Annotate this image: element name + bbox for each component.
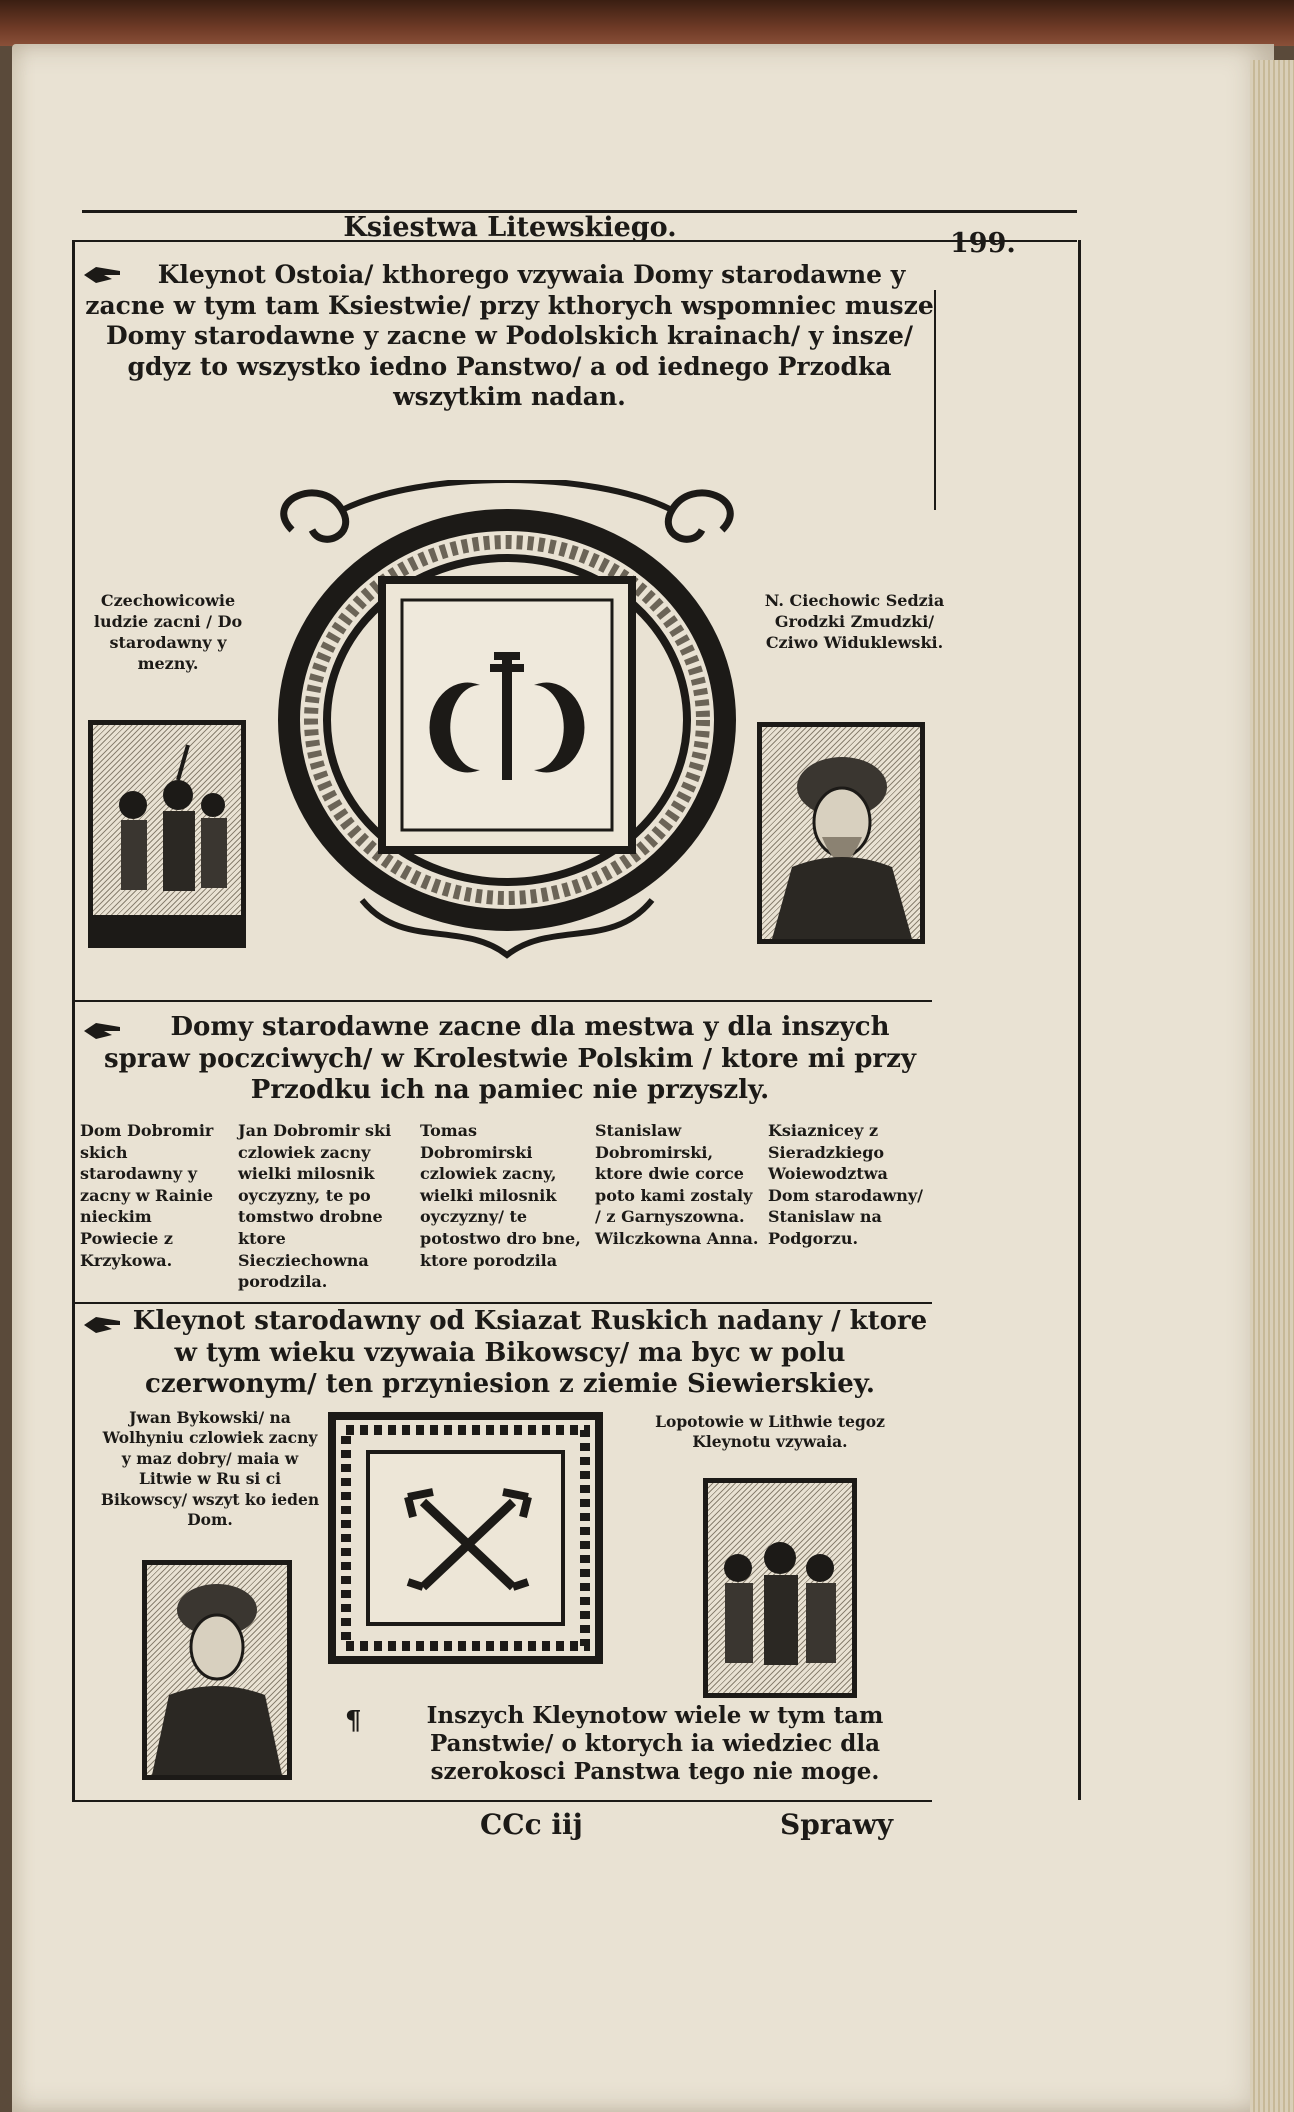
section2-top-rule xyxy=(72,1000,932,1002)
section2-heading: Domy starodawne zacne dla mestwa y dla inszych spraw poczciwych/ w Krolestwie Polskim / ktore mi przy Przodku ich na pamiec nie przyszly. xyxy=(104,1012,916,1106)
pilcrow-icon: ¶ xyxy=(345,1706,362,1736)
running-head-title: Ksiestwa Litewskiego. xyxy=(343,212,677,243)
section1-right-caption: N. Ciechowic Sedzia Grodzki Zmudzki/ Cziwo Widuklewski. xyxy=(764,591,945,653)
ostoja-coat-of-arms xyxy=(262,480,752,980)
woodcut-lopotowie-group xyxy=(703,1478,857,1698)
woodcut-bykowski-portrait xyxy=(142,1560,292,1780)
family-column-3: Tomas Dobromirski czlowiek zacny, wielki milosnik oyczyzny/ te potostwo dro bne, ktore porodzila xyxy=(420,1121,581,1270)
family-column-4: Stanislaw Dobromirski, ktore dwie corce poto kami zostaly / z Garnyszowna. Wilczkowna Anna. xyxy=(595,1121,759,1248)
bikowski-coat-of-arms xyxy=(328,1412,603,1664)
catchword: Sprawy xyxy=(780,1808,894,1841)
book-binding xyxy=(0,0,1294,46)
section1-left-caption: Czechowicowie ludzie zacni / Do starodawny y mezny. xyxy=(93,591,243,674)
bottom-rule xyxy=(72,1800,932,1802)
signature-mark: CCc iij xyxy=(480,1808,583,1841)
page-edges xyxy=(1250,60,1294,2112)
section3-right-caption: Lopotowie w Lithwie tegoz Kleynotu vzywaia. xyxy=(655,1412,885,1452)
section3-note: Inszych Kleynotow wiele w tym tam Panstwie/ o ktorych ia wiedziec dla szerokosci Panstwa tego nie moge. xyxy=(426,1702,884,1786)
right-frame-rule xyxy=(1078,240,1081,1800)
woodcut-group-portrait xyxy=(88,720,246,948)
section3-left-caption: Jwan Bykowski/ na Wolhyniu czlowiek zacny y maz dobry/ maia w Litwie w Ru si ci Bikowscy/ wszyt ko ieden Dom. xyxy=(100,1408,320,1530)
woodcut-bearded-man-portrait xyxy=(757,722,925,944)
section3-heading: Kleynot starodawny od Ksiazat Ruskich nadany / ktore w tym wieku vzywaia Bikowscy/ ma byc w polu czerwonym/ ten przyniesion z ziemie Siewierskiey. xyxy=(132,1306,928,1400)
section3-top-rule xyxy=(72,1302,932,1304)
left-frame-rule xyxy=(72,240,75,1800)
folio-number: 199. xyxy=(950,228,1016,259)
family-column-5: Ksiaznicey z Sieradzkiego Woiewodztwa Dom starodawny/ Stanislaw na Podgorzu. xyxy=(768,1121,924,1248)
family-column-2: Jan Dobromir ski czlowiek zacny wielki milosnik oyczyzny, te po tomstwo drobne ktore Siecziechowna porodzila. xyxy=(238,1121,392,1292)
family-column-1: Dom Dobromir skich starodawny y zacny w Rainie nieckim Powiecie z Krzykowa. xyxy=(80,1121,214,1270)
section1-heading: Kleynot Ostoia/ kthorego vzywaia Domy starodawne y zacne w tym tam Ksiestwie/ przy kthorych wspomniec musze Domy starodawne y zacne w Podolskich krainach/ y insze/ gdyz to wszystko iedno Panstwo/ a od iednego Przodka wszytkim nadan. xyxy=(85,260,934,411)
